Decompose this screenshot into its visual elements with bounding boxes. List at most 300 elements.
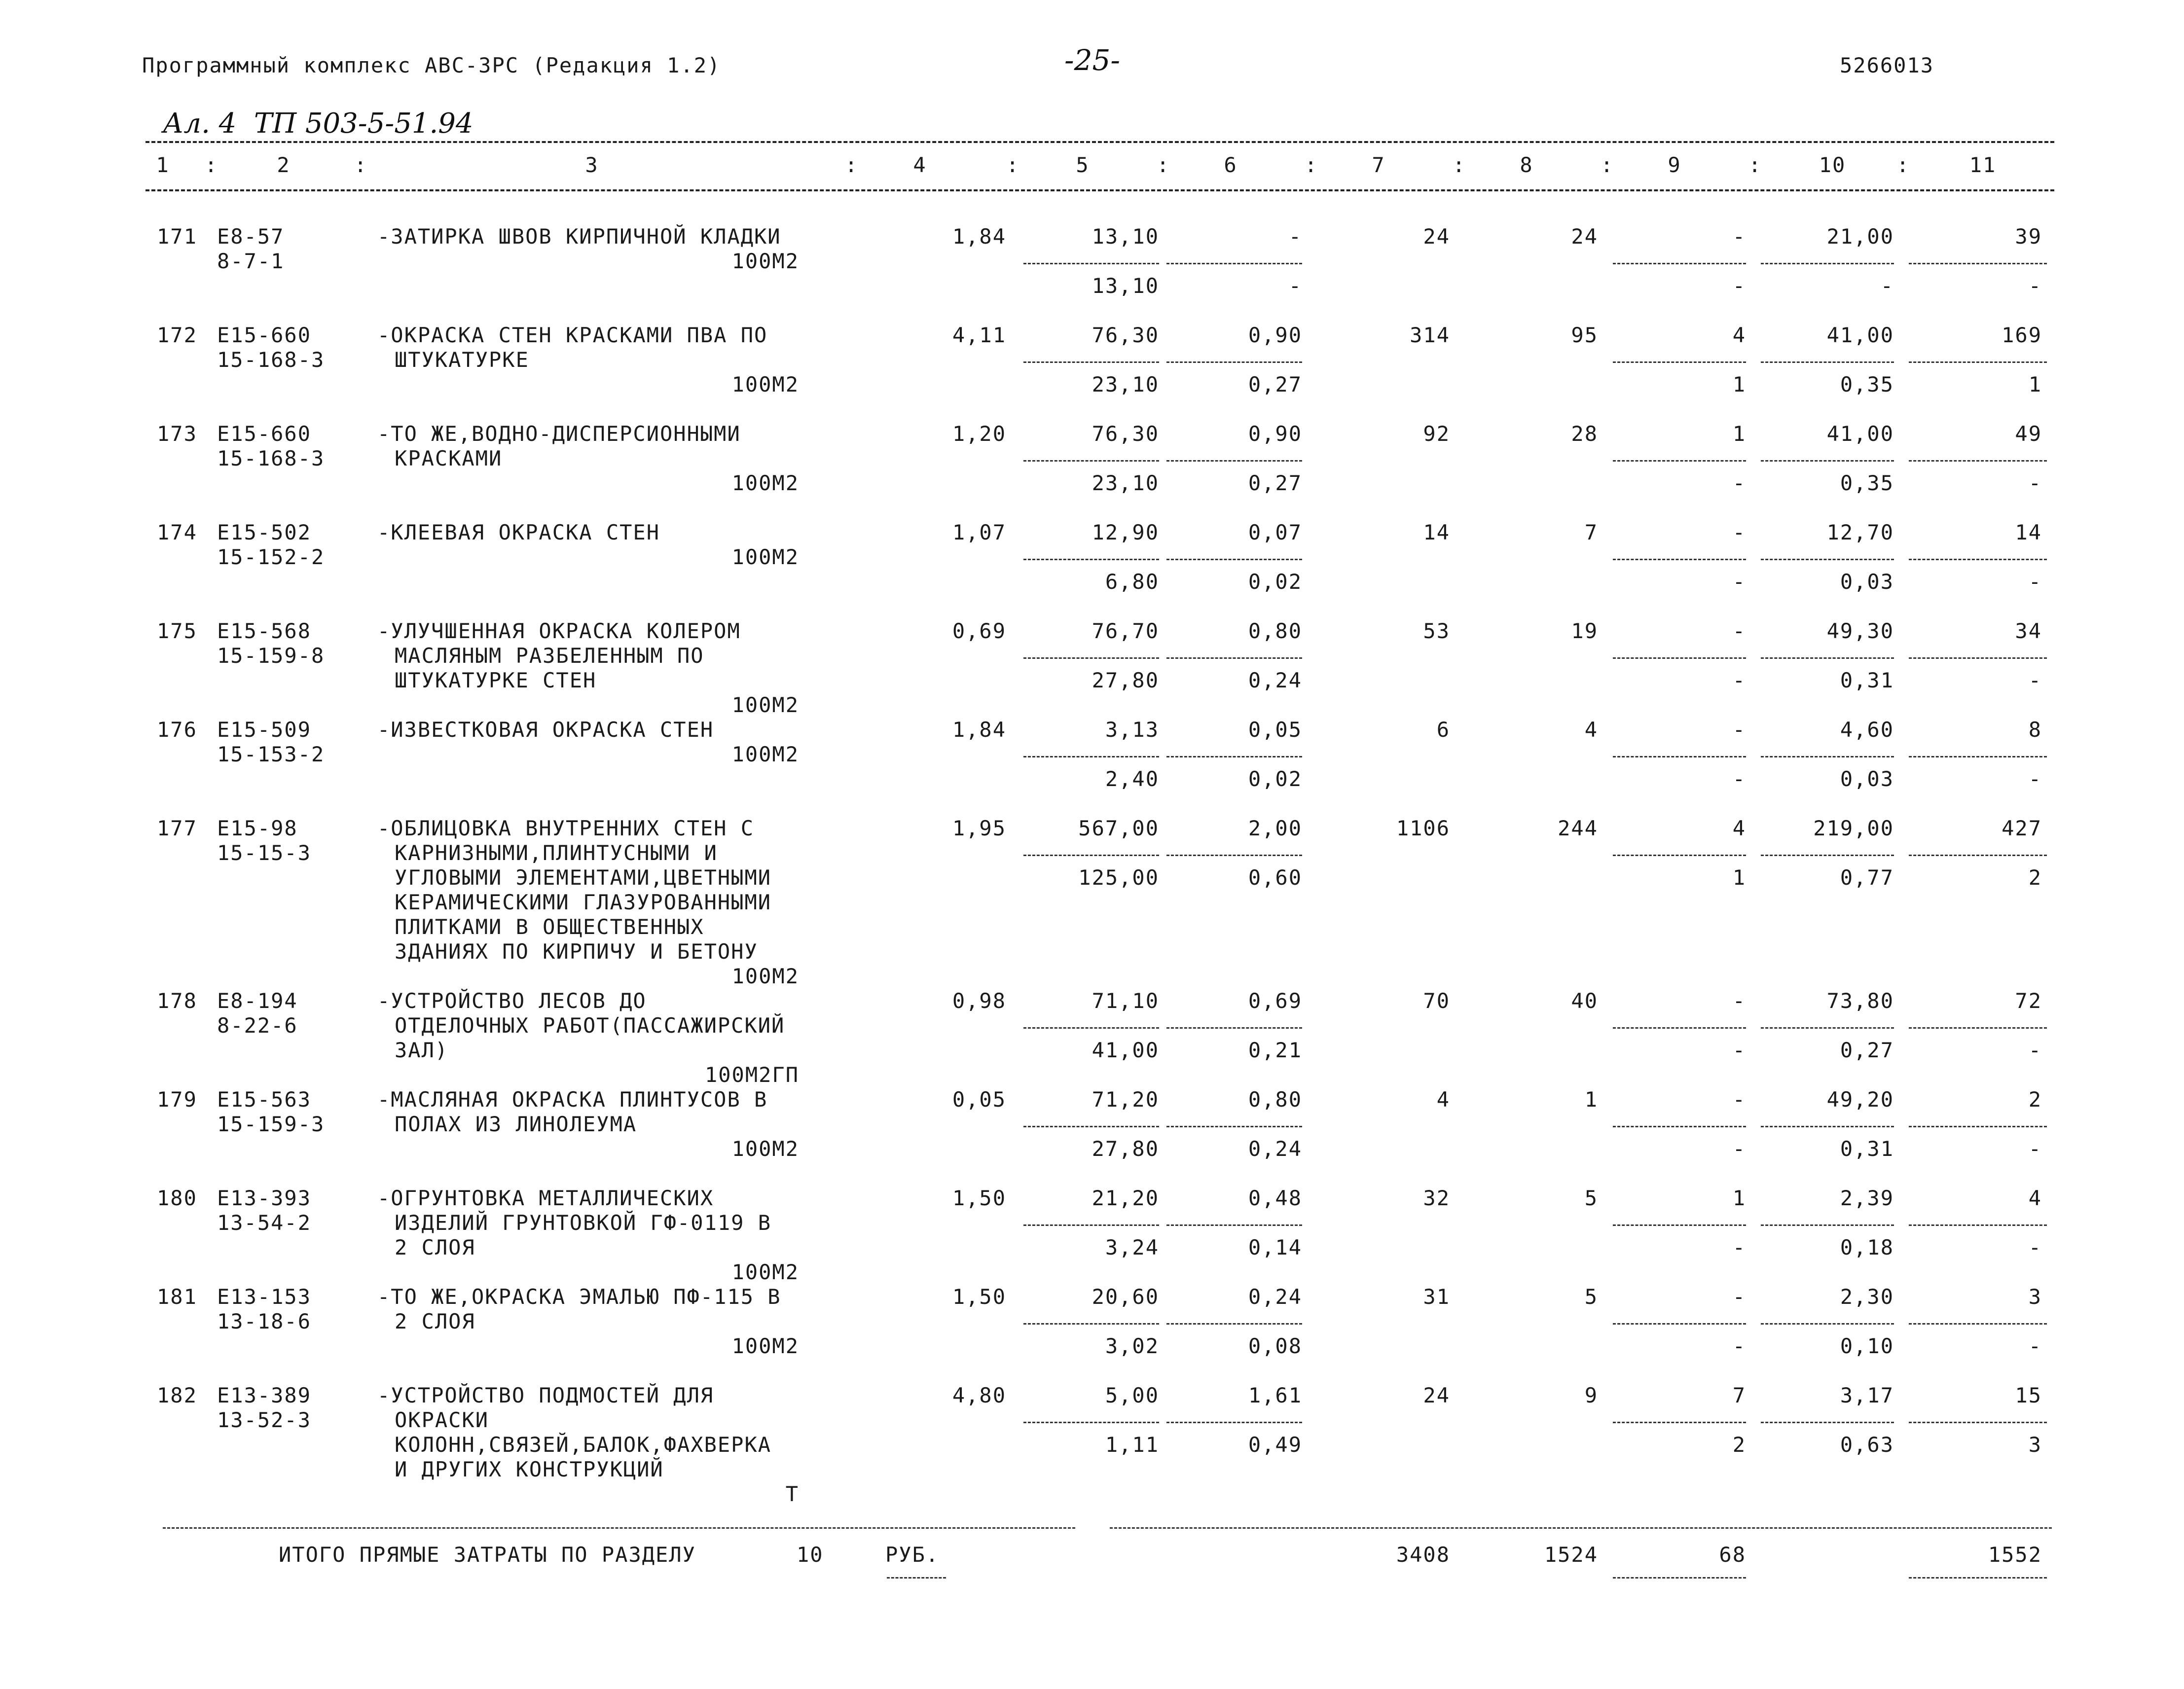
quantity: 1,07: [952, 520, 1006, 544]
labor-per-unit: 49,20: [1826, 1087, 1894, 1112]
total-cost: 92: [1423, 422, 1450, 446]
fraction-line: [1023, 657, 1159, 659]
quantity: 1,50: [952, 1186, 1006, 1210]
total-machinist-wages: -: [1732, 1235, 1746, 1259]
column-separator: :: [1157, 153, 1170, 177]
measurement-unit: 100М2: [731, 693, 799, 717]
column-separator: :: [205, 153, 218, 177]
total-machines: -: [1732, 520, 1746, 544]
header-rule-bottom: [146, 189, 2054, 191]
fraction-line: [1761, 657, 1894, 659]
total-cost: 314: [1410, 323, 1450, 347]
fraction-line: [1909, 1422, 2047, 1423]
unit-cost-machinist-wages: 0,60: [1248, 865, 1302, 890]
unit-cost-machines: 0,80: [1248, 1087, 1302, 1112]
unit-cost-machines: 0,07: [1248, 520, 1302, 544]
norm-code: Е13-393: [217, 1186, 312, 1210]
norm-code: Е15-509: [217, 718, 312, 742]
unit-cost-machinist-wages: -: [1288, 274, 1302, 298]
total-wages: 5: [1584, 1285, 1598, 1309]
work-description: -ОГРУНТОВКА МЕТАЛЛИЧЕСКИХ: [377, 1186, 714, 1210]
labor-total: 3: [2028, 1285, 2042, 1309]
fraction-line: [1023, 855, 1159, 856]
unit-cost-wages: 3,02: [1105, 1334, 1159, 1358]
unit-cost-total: 71,20: [1092, 1087, 1159, 1112]
column-separator: :: [1453, 153, 1466, 177]
price-code: 13-52-3: [217, 1408, 312, 1432]
fraction-line: [1166, 1422, 1302, 1423]
labor-total: 169: [2002, 323, 2042, 347]
fraction-line: [1166, 263, 1302, 264]
row-number: 175: [157, 619, 197, 643]
totals-col7: 3408: [1396, 1543, 1450, 1567]
handwritten-album-reference: Ал. 4 ТП 503-5-51.94: [163, 108, 473, 140]
fraction-line: [1909, 361, 2047, 363]
total-cost: 24: [1423, 1383, 1450, 1407]
fraction-line: [1761, 756, 1894, 757]
quantity: 1,95: [952, 816, 1006, 840]
total-cost: 4: [1436, 1087, 1450, 1112]
fraction-line: [1166, 657, 1302, 659]
labor-per-unit: 4,60: [1840, 718, 1894, 742]
row-number: 176: [157, 718, 197, 742]
fraction-line: [1613, 855, 1746, 856]
fraction-line: [1166, 855, 1302, 856]
unit-cost-machinist-wages: 0,24: [1248, 1137, 1302, 1161]
labor-machinists-total: -: [2028, 471, 2042, 495]
document-code: 5266013: [1840, 53, 1934, 77]
work-description: ИЗДЕЛИЙ ГРУНТОВКОЙ ГФ-0119 В: [395, 1211, 772, 1235]
fraction-line: [1909, 756, 2047, 757]
column-separator: :: [1601, 153, 1614, 177]
total-cost: 53: [1423, 619, 1450, 643]
labor-machinists-per-unit: 0,10: [1840, 1334, 1894, 1358]
labor-per-unit: 2,30: [1840, 1285, 1894, 1309]
unit-cost-machines: -: [1288, 224, 1302, 249]
row-number: 172: [157, 323, 197, 347]
price-code: 15-168-3: [217, 446, 325, 470]
labor-machinists-per-unit: 0,35: [1840, 471, 1894, 495]
labor-machinists-total: -: [2028, 1137, 2042, 1161]
column-header-1: 1: [156, 153, 170, 177]
fraction-line: [1761, 1323, 1894, 1325]
fraction-line: [1023, 559, 1159, 560]
unit-cost-wages: 23,10: [1092, 471, 1159, 495]
unit-cost-wages: 6,80: [1105, 570, 1159, 594]
column-header-2: 2: [277, 153, 291, 177]
column-header-4: 4: [913, 153, 927, 177]
unit-cost-machinist-wages: 0,02: [1248, 767, 1302, 791]
fraction-line: [1613, 1323, 1746, 1325]
labor-total: 34: [2015, 619, 2042, 643]
totals-rule-right: [1110, 1527, 2052, 1529]
labor-per-unit: 12,70: [1826, 520, 1894, 544]
row-number: 173: [157, 422, 197, 446]
totals-col9-underline: [1613, 1577, 1746, 1579]
norm-code: Е13-389: [217, 1383, 312, 1407]
total-machinist-wages: 2: [1732, 1433, 1746, 1457]
work-description: -КЛЕЕВАЯ ОКРАСКА СТЕН: [377, 520, 660, 544]
column-separator: :: [1006, 153, 1020, 177]
fraction-line: [1613, 1126, 1746, 1127]
row-number: 179: [157, 1087, 197, 1112]
unit-cost-machinist-wages: 0,27: [1248, 372, 1302, 396]
total-cost: 14: [1423, 520, 1450, 544]
norm-code: Е15-660: [217, 422, 312, 446]
totals-section-number: 10: [797, 1543, 824, 1567]
quantity: 0,98: [952, 989, 1006, 1013]
measurement-unit: 100М2: [731, 1334, 799, 1358]
work-description: -МАСЛЯНАЯ ОКРАСКА ПЛИНТУСОВ В: [377, 1087, 768, 1112]
unit-cost-machines: 0,80: [1248, 619, 1302, 643]
fraction-line: [1166, 1224, 1302, 1226]
fraction-line: [1909, 460, 2047, 462]
labor-total: 39: [2015, 224, 2042, 249]
work-description: КРАСКАМИ: [395, 446, 503, 470]
labor-per-unit: 73,80: [1826, 989, 1894, 1013]
labor-total: 8: [2028, 718, 2042, 742]
total-cost: 31: [1423, 1285, 1450, 1309]
measurement-unit: 100М2: [731, 1260, 799, 1284]
quantity: 0,05: [952, 1087, 1006, 1112]
fraction-line: [1909, 559, 2047, 560]
total-machines: -: [1732, 1285, 1746, 1309]
measurement-unit: 100М2: [731, 471, 799, 495]
fraction-line: [1023, 460, 1159, 462]
unit-cost-machines: 0,48: [1248, 1186, 1302, 1210]
work-description: -ИЗВЕСТКОВАЯ ОКРАСКА СТЕН: [377, 718, 714, 742]
unit-cost-total: 76,70: [1092, 619, 1159, 643]
labor-per-unit: 2,39: [1840, 1186, 1894, 1210]
total-machines: 1: [1732, 422, 1746, 446]
total-machines: -: [1732, 989, 1746, 1013]
total-wages: 28: [1571, 422, 1598, 446]
fraction-line: [1761, 361, 1894, 363]
labor-machinists-total: -: [2028, 767, 2042, 791]
totals-col9: 68: [1719, 1543, 1746, 1567]
labor-machinists-total: 2: [2028, 865, 2042, 890]
work-description: -ОКРАСКА СТЕН КРАСКАМИ ПВА ПО: [377, 323, 768, 347]
labor-machinists-total: -: [2028, 570, 2042, 594]
labor-machinists-per-unit: 0,63: [1840, 1433, 1894, 1457]
measurement-unit: 100М2ГП: [704, 1063, 799, 1087]
work-description: КЕРАМИЧЕСКИМИ ГЛАЗУРОВАННЫМИ: [395, 890, 772, 914]
norm-code: Е15-98: [217, 816, 298, 840]
quantity: 1,50: [952, 1285, 1006, 1309]
unit-cost-wages: 27,80: [1092, 668, 1159, 692]
labor-total: 4: [2028, 1186, 2042, 1210]
labor-machinists-total: -: [2028, 1334, 2042, 1358]
fraction-line: [1909, 1224, 2047, 1226]
fraction-line: [1613, 756, 1746, 757]
measurement-unit: 100М2: [731, 1137, 799, 1161]
total-wages: 95: [1571, 323, 1598, 347]
fraction-line: [1761, 1027, 1894, 1029]
column-header-9: 9: [1668, 153, 1681, 177]
labor-machinists-total: -: [2028, 274, 2042, 298]
unit-cost-machines: 0,90: [1248, 422, 1302, 446]
row-number: 182: [157, 1383, 197, 1407]
fraction-line: [1909, 1323, 2047, 1325]
row-number: 181: [157, 1285, 197, 1309]
total-machinist-wages: -: [1732, 570, 1746, 594]
fraction-line: [1613, 460, 1746, 462]
work-description: -УСТРОЙСТВО ЛЕСОВ ДО: [377, 989, 647, 1013]
labor-machinists-per-unit: 0,31: [1840, 668, 1894, 692]
labor-total: 14: [2015, 520, 2042, 544]
unit-cost-total: 3,13: [1105, 718, 1159, 742]
price-code: 15-159-8: [217, 644, 325, 668]
work-description: ЗДАНИЯХ ПО КИРПИЧУ И БЕТОНУ: [395, 939, 758, 964]
column-header-10: 10: [1819, 153, 1846, 177]
unit-cost-total: 76,30: [1092, 323, 1159, 347]
column-separator: :: [1305, 153, 1318, 177]
work-description: ПЛИТКАМИ В ОБЩЕСТВЕННЫХ: [395, 915, 704, 939]
fraction-line: [1761, 460, 1894, 462]
fraction-line: [1761, 855, 1894, 856]
total-cost: 6: [1436, 718, 1450, 742]
labor-machinists-total: -: [2028, 1038, 2042, 1062]
unit-cost-machines: 2,00: [1248, 816, 1302, 840]
fraction-line: [1166, 1027, 1302, 1029]
column-separator: :: [1896, 153, 1910, 177]
price-code: 8-22-6: [217, 1013, 298, 1038]
unit-cost-machines: 0,05: [1248, 718, 1302, 742]
total-cost: 1106: [1396, 816, 1450, 840]
unit-cost-wages: 125,00: [1078, 865, 1159, 890]
fraction-line: [1023, 1027, 1159, 1029]
fraction-line: [1166, 1323, 1302, 1325]
row-number: 171: [157, 224, 197, 249]
measurement-unit: 100М2: [731, 964, 799, 988]
labor-total: 427: [2002, 816, 2042, 840]
work-description: ОТДЕЛОЧНЫХ РАБОТ(ПАССАЖИРСКИЙ: [395, 1013, 785, 1038]
quantity: 1,20: [952, 422, 1006, 446]
labor-machinists-per-unit: 0,18: [1840, 1235, 1894, 1259]
fraction-line: [1023, 263, 1159, 264]
labor-machinists-total: 1: [2028, 372, 2042, 396]
total-wages: 7: [1584, 520, 1598, 544]
fraction-line: [1023, 361, 1159, 363]
unit-cost-wages: 1,11: [1105, 1433, 1159, 1457]
price-code: 15-168-3: [217, 348, 325, 372]
fraction-line: [1761, 263, 1894, 264]
total-machines: 1: [1732, 1186, 1746, 1210]
measurement-unit: 100М2: [731, 545, 799, 569]
fraction-line: [1909, 855, 2047, 856]
fraction-line: [1166, 559, 1302, 560]
unit-cost-wages: 13,10: [1092, 274, 1159, 298]
unit-cost-total: 5,00: [1105, 1383, 1159, 1407]
fraction-line: [1613, 1422, 1746, 1423]
unit-cost-machinist-wages: 0,21: [1248, 1038, 1302, 1062]
column-header-6: 6: [1224, 153, 1238, 177]
labor-per-unit: 41,00: [1826, 422, 1894, 446]
column-header-5: 5: [1076, 153, 1090, 177]
column-separator: :: [354, 153, 368, 177]
totals-col11-underline: [1909, 1577, 2047, 1579]
total-wages: 9: [1584, 1383, 1598, 1407]
price-code: 13-18-6: [217, 1309, 312, 1333]
total-machinist-wages: 1: [1732, 865, 1746, 890]
total-machines: -: [1732, 718, 1746, 742]
total-machines: 4: [1732, 323, 1746, 347]
total-machinist-wages: -: [1732, 1334, 1746, 1358]
quantity: 4,80: [952, 1383, 1006, 1407]
unit-cost-machinist-wages: 0,24: [1248, 668, 1302, 692]
fraction-line: [1023, 756, 1159, 757]
unit-cost-machines: 0,24: [1248, 1285, 1302, 1309]
price-code: 15-152-2: [217, 545, 325, 569]
work-description: -УЛУЧШЕННАЯ ОКРАСКА КОЛЕРОМ: [377, 619, 741, 643]
fraction-line: [1909, 263, 2047, 264]
row-number: 180: [157, 1186, 197, 1210]
work-description: ЗАЛ): [395, 1038, 449, 1062]
total-wages: 5: [1584, 1186, 1598, 1210]
work-description: УГЛОВЫМИ ЭЛЕМЕНТАМИ,ЦВЕТНЫМИ: [395, 865, 772, 890]
total-machinist-wages: -: [1732, 767, 1746, 791]
work-description: -ТО ЖЕ,ОКРАСКА ЭМАЛЬЮ ПФ-115 В: [377, 1285, 781, 1309]
total-machinist-wages: 1: [1732, 372, 1746, 396]
work-description: -УСТРОЙСТВО ПОДМОСТЕЙ ДЛЯ: [377, 1383, 714, 1407]
price-code: 15-153-2: [217, 742, 325, 766]
norm-code: Е8-194: [217, 989, 298, 1013]
row-number: 177: [157, 816, 197, 840]
unit-cost-machinist-wages: 0,27: [1248, 471, 1302, 495]
labor-machinists-total: -: [2028, 668, 2042, 692]
page-number: -25-: [1064, 43, 1120, 77]
price-code: 13-54-2: [217, 1211, 312, 1235]
unit-cost-machines: 1,61: [1248, 1383, 1302, 1407]
column-header-11: 11: [1969, 153, 1997, 177]
fraction-line: [1761, 559, 1894, 560]
price-code: 15-15-3: [217, 841, 312, 865]
labor-per-unit: 49,30: [1826, 619, 1894, 643]
quantity: 1,84: [952, 224, 1006, 249]
unit-cost-wages: 23,10: [1092, 372, 1159, 396]
fraction-line: [1613, 263, 1746, 264]
column-header-8: 8: [1520, 153, 1533, 177]
labor-machinists-per-unit: 0,03: [1840, 767, 1894, 791]
fraction-line: [1613, 1027, 1746, 1029]
unit-cost-total: 21,20: [1092, 1186, 1159, 1210]
fraction-line: [1613, 559, 1746, 560]
norm-code: Е13-153: [217, 1285, 312, 1309]
work-description: ШТУКАТУРКЕ: [395, 348, 529, 372]
total-machinist-wages: -: [1732, 274, 1746, 298]
row-number: 178: [157, 989, 197, 1013]
labor-total: 72: [2015, 989, 2042, 1013]
work-description: -ЗАТИРКА ШВОВ КИРПИЧНОЙ КЛАДКИ: [377, 224, 781, 249]
norm-code: Е15-563: [217, 1087, 312, 1112]
header-program-title: Программный комплекс АВС-3РС (Редакция 1.2): [142, 53, 721, 77]
labor-machinists-per-unit: 0,31: [1840, 1137, 1894, 1161]
fraction-line: [1023, 1323, 1159, 1325]
price-code: 8-7-1: [217, 249, 285, 273]
labor-machinists-per-unit: 0,35: [1840, 372, 1894, 396]
unit-cost-wages: 27,80: [1092, 1137, 1159, 1161]
fraction-line: [1166, 361, 1302, 363]
unit-cost-machinist-wages: 0,02: [1248, 570, 1302, 594]
measurement-unit: 100М2: [731, 742, 799, 766]
total-machinist-wages: -: [1732, 471, 1746, 495]
unit-cost-machinist-wages: 0,14: [1248, 1235, 1302, 1259]
work-description: 2 СЛОЯ: [395, 1309, 475, 1333]
work-description: КОЛОНН,СВЯЗЕЙ,БАЛОК,ФАХВЕРКА: [395, 1433, 772, 1457]
work-description: И ДРУГИХ КОНСТРУКЦИЙ: [395, 1457, 664, 1481]
totals-currency: РУБ.: [885, 1543, 940, 1567]
fraction-line: [1761, 1126, 1894, 1127]
work-description: 2 СЛОЯ: [395, 1235, 475, 1259]
work-description: ОКРАСКИ: [395, 1408, 489, 1432]
labor-machinists-total: 3: [2028, 1433, 2042, 1457]
fraction-line: [1023, 1224, 1159, 1226]
fraction-line: [1909, 1126, 2047, 1127]
work-description: -ОБЛИЦОВКА ВНУТРЕННИХ СТЕН С: [377, 816, 755, 840]
fraction-line: [1909, 1027, 2047, 1029]
unit-cost-machines: 0,69: [1248, 989, 1302, 1013]
fraction-line: [1166, 756, 1302, 757]
fraction-line: [1166, 460, 1302, 462]
total-machines: -: [1732, 619, 1746, 643]
labor-per-unit: 41,00: [1826, 323, 1894, 347]
fraction-line: [1023, 1422, 1159, 1423]
work-description: -ТО ЖЕ,ВОДНО-ДИСПЕРСИОННЫМИ: [377, 422, 741, 446]
total-machinist-wages: -: [1732, 1137, 1746, 1161]
labor-per-unit: 219,00: [1813, 816, 1894, 840]
norm-code: Е15-502: [217, 520, 312, 544]
total-wages: 4: [1584, 718, 1598, 742]
norm-code: Е15-660: [217, 323, 312, 347]
total-cost: 32: [1423, 1186, 1450, 1210]
measurement-unit: Т: [785, 1482, 799, 1506]
unit-cost-wages: 41,00: [1092, 1038, 1159, 1062]
unit-cost-total: 76,30: [1092, 422, 1159, 446]
header-rule-top: [146, 141, 2054, 143]
labor-total: 49: [2015, 422, 2042, 446]
quantity: 1,84: [952, 718, 1006, 742]
fraction-line: [1613, 657, 1746, 659]
total-machines: 4: [1732, 816, 1746, 840]
column-header-7: 7: [1372, 153, 1385, 177]
totals-currency-underline: [887, 1577, 946, 1579]
column-separator: :: [1748, 153, 1762, 177]
unit-cost-machinist-wages: 0,08: [1248, 1334, 1302, 1358]
quantity: 4,11: [952, 323, 1006, 347]
fraction-line: [1761, 1422, 1894, 1423]
labor-total: 2: [2028, 1087, 2042, 1112]
measurement-unit: 100М2: [731, 249, 799, 273]
row-number: 174: [157, 520, 197, 544]
work-description: КАРНИЗНЫМИ,ПЛИНТУСНЫМИ И: [395, 841, 718, 865]
labor-total: 15: [2015, 1383, 2042, 1407]
totals-col11: 1552: [1988, 1543, 2042, 1567]
price-code: 15-159-3: [217, 1112, 325, 1136]
fraction-line: [1909, 657, 2047, 659]
total-machinist-wages: -: [1732, 668, 1746, 692]
column-header-3: 3: [585, 153, 599, 177]
total-machines: -: [1732, 1087, 1746, 1112]
total-wages: 24: [1571, 224, 1598, 249]
total-cost: 70: [1423, 989, 1450, 1013]
totals-col8: 1524: [1544, 1543, 1598, 1567]
norm-code: Е8-57: [217, 224, 285, 249]
unit-cost-total: 567,00: [1078, 816, 1159, 840]
unit-cost-total: 12,90: [1092, 520, 1159, 544]
labor-machinists-total: -: [2028, 1235, 2042, 1259]
total-wages: 244: [1558, 816, 1598, 840]
total-machines: -: [1732, 224, 1746, 249]
